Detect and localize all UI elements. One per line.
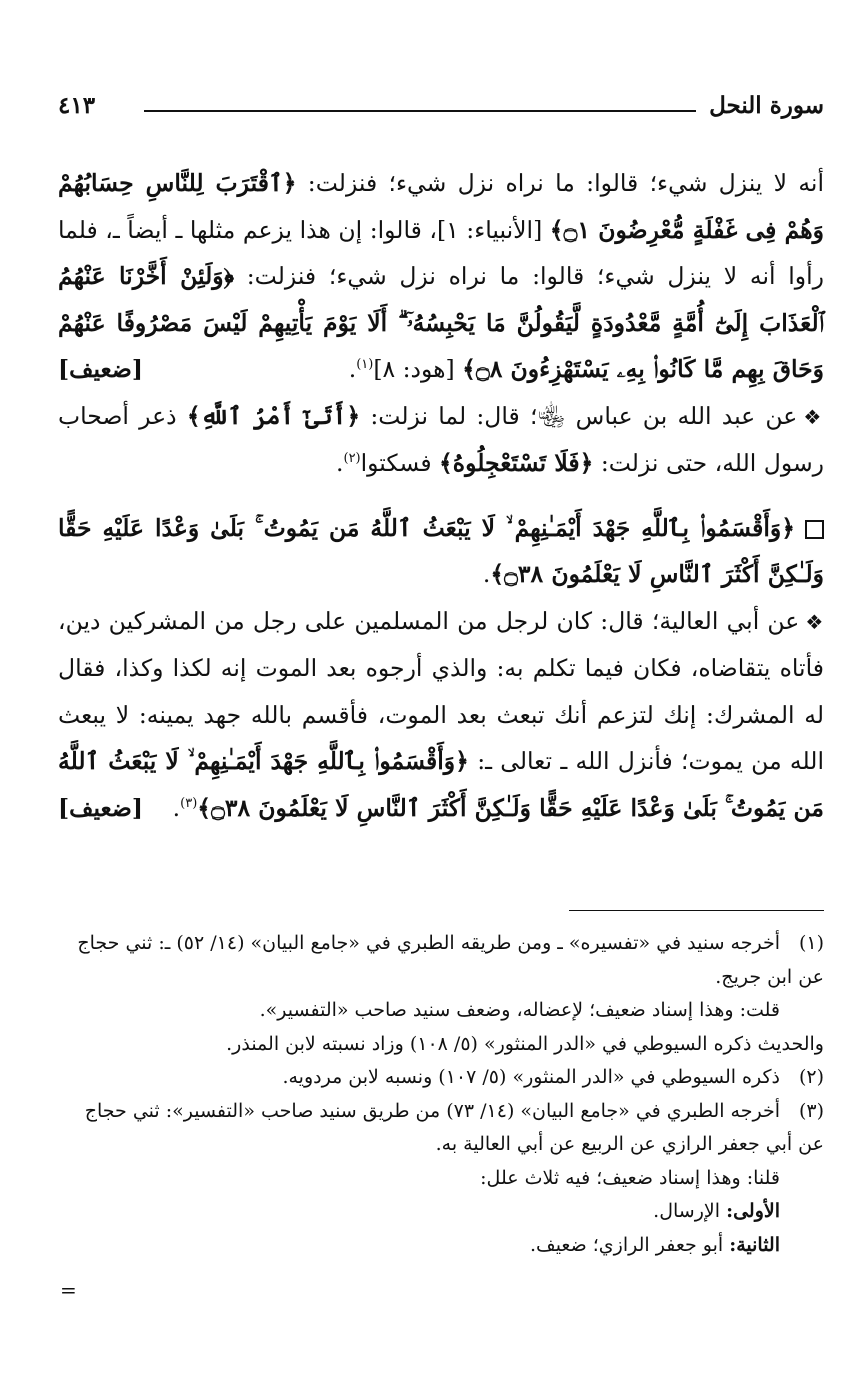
footnote-number: (٣)	[798, 1099, 824, 1122]
quran-verse: ﴿وَأَقْسَمُوا۟ بِٱللَّهِ جَهْدَ أَيْمَـٰنِهِمْ ۙ لَا يَبْعَثُ ٱللَّهُ مَن يَمُوتُ ۚ بَلَىٰ وَعْدًا عَلَيْهِ حَقًّا وَلَـٰكِنَّ أَكْثَرَ ٱلنَّاسِ لَا يَعْلَمُونَ ۝٣٨﴾	[58, 747, 824, 822]
text-segment: .	[482, 560, 491, 588]
footnote-1-line: قلت: وهذا إسناد ضعيف؛ لإعضاله، وضعف سنيد صاحب «التفسير».	[259, 999, 780, 1021]
text-segment: عن أبي العالية؛ قال: كان لرجل من المسلمين على رجل من المشركين دين، فأتاه يتقاضاه، فكان فيما تكلم به: والذي أرجوه بعد الموت إنه لكذا وكذا، فقال له المشرك: إنك لتزعم أنك تبعث بعد الموت، فأقسم بالله جهد يمينه: لا يبعث الله من يموت؛ فأنزل الله ـ تعالى ـ:	[58, 606, 824, 775]
paragraph-1	[58, 160, 824, 393]
footnote-text: الإرسال.	[653, 1200, 727, 1222]
footnote-ref: (١)	[356, 357, 374, 373]
surah-title: سورة النحل	[709, 92, 824, 119]
quran-verse: ﴿فَلَا تَسْتَعْجِلُوهُ﴾	[439, 449, 594, 477]
footnote-1-line: والحديث ذكره السيوطي في «الدر المنثور» (٥/ ١٠٨) وزاد نسبته لابن المنذر.	[226, 1032, 824, 1055]
footnote-2	[58, 1061, 824, 1095]
text-segment: .	[348, 355, 357, 383]
footnote-3-line: قلنا: وهذا إسناد ضعيف؛ فيه ثلاث علل:	[480, 1166, 780, 1189]
footnote-number: (١)	[798, 932, 824, 954]
text-segment: فسكتوا	[360, 449, 440, 477]
header-rule	[144, 110, 696, 112]
footnote-label: الثانية:	[729, 1233, 780, 1256]
footnote-3	[58, 1095, 824, 1162]
footnote-ref: (٢)	[343, 451, 361, 467]
text-segment: [الأنبياء: ١]، قالوا: إن هذا يزعم مثلها ـ أيضاً ـ، فلما رأوا أنه لا ينزل شيء؛ قالوا: ما نراه نزل شيء؛ فنزلت:	[58, 215, 824, 290]
main-text	[58, 160, 824, 831]
text-segment: [هود: ٨]	[373, 355, 463, 383]
paragraph-4	[58, 598, 824, 832]
square-icon	[805, 520, 824, 539]
footnotes	[58, 927, 824, 1262]
footnote-3-line	[58, 1195, 824, 1229]
quran-verse: ﴿ٱقْتَرَبَ لِلنَّاسِ حِسَابُهُمْ وَهُمْ فِى غَفْلَةٍ مُّعْرِضُونَ ۝١﴾	[58, 169, 824, 244]
text-segment: عن عبد الله بن عباس ﵄؛ قال: لما نزلت:	[360, 401, 798, 430]
continuation-mark: =	[60, 1278, 77, 1302]
verse-heading	[58, 505, 824, 598]
text-segment: أنه لا ينزل شيء؛ قالوا: ما نراه نزل شيء؛ فنزلت:	[296, 169, 824, 197]
grade-label: [ضعيف]	[58, 355, 143, 383]
footnote-ref: (٣)	[180, 795, 198, 811]
footnote-text: ذكره السيوطي في «الدر المنثور» (٥/ ١٠٧) ونسبه لابن مردويه.	[282, 1066, 780, 1088]
bullet-icon: ❖	[803, 404, 824, 429]
grade-label: [ضعيف]	[58, 793, 143, 822]
quran-verse: ﴿وَأَقْسَمُوا۟ بِٱللَّهِ جَهْدَ أَيْمَـٰنِهِمْ ۙ لَا يَبْعَثُ ٱللَّهُ مَن يَمُوتُ ۚ بَلَىٰ وَعْدًا عَلَيْهِ حَقًّا وَلَـٰكِنَّ أَكْثَرَ ٱلنَّاسِ لَا يَعْلَمُونَ ۝٣٨﴾	[58, 513, 824, 588]
text-segment: ذعر أصحاب رسول الله، حتى نزلت:	[58, 401, 824, 477]
quran-verse: ﴿وَلَئِنْ أَخَّرْنَا عَنْهُمُ ٱلْعَذَابَ إِلَىٰٓ أُمَّةٍ مَّعْدُودَةٍ لَّيَقُولُنَّ مَا يَحْبِسُهُۥٓ ۗ أَلَا يَوْمَ يَأْتِيهِمْ لَيْسَ مَصْرُوفًا عَنْهُمْ وَحَاقَ بِهِم مَّا كَانُوا۟ بِهِۦ يَسْتَهْزِءُونَ ۝٨﴾	[58, 262, 824, 383]
footnote-text: أخرجه الطبري في «جامع البيان» (١٤/ ٧٣) من طريق سنيد صاحب «التفسير»: ثني حجاج عن أبي جعفر الرازي عن الربيع عن أبي العالية به.	[84, 1099, 824, 1155]
footnote-3-line	[58, 1229, 824, 1263]
footnote-label: الأولى:	[726, 1200, 780, 1222]
footnote-1	[58, 927, 824, 994]
page-header	[58, 92, 824, 126]
bullet-icon: ❖	[805, 609, 825, 634]
quran-verse: ﴿أَتَىٰٓ أَمْرُ ٱللَّهِ﴾	[186, 401, 361, 430]
footnote-text: أخرجه سنيد في «تفسيره» ـ ومن طريقه الطبري في «جامع البيان» (١٤/ ٥٢) ـ: ثني حجاج عن ابن جريج.	[77, 932, 824, 988]
footnote-text: أبو جعفر الرازي؛ ضعيف.	[529, 1233, 730, 1256]
text-segment: .	[172, 793, 181, 822]
paragraph-2	[58, 393, 824, 487]
page-number: ٤١٣	[58, 92, 96, 119]
footnote-rule	[569, 910, 824, 911]
text-segment: .	[336, 449, 344, 477]
footnote-number: (٢)	[798, 1066, 824, 1088]
